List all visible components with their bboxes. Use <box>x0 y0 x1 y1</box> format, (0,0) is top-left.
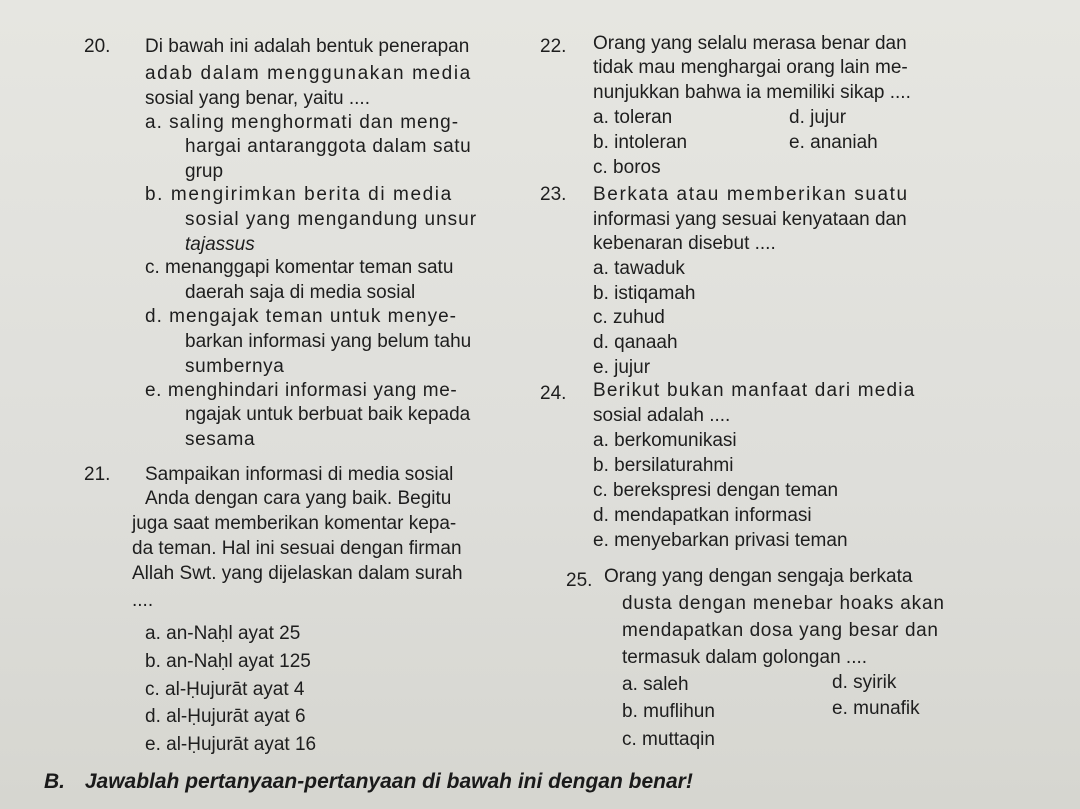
q24-option-d: d. mendapatkan informasi <box>593 505 812 526</box>
q20-option-a-1: a. saling menghormati dan meng- <box>145 112 460 133</box>
q20-option-a-2: hargai antaranggota dalam satu <box>185 136 472 157</box>
q23-option-b: b. istiqamah <box>593 283 696 304</box>
q23-option-e: e. jujur <box>593 357 651 378</box>
q20-option-b-1: b. mengirimkan berita di media <box>145 184 453 205</box>
q21-option-a: a. an-Naḥl ayat 25 <box>145 623 301 644</box>
q24-option-e: e. menyebarkan privasi teman <box>593 530 848 551</box>
q20-option-c-1: c. menanggapi komentar teman satu <box>145 257 454 278</box>
q21-stem-1: Sampaikan informasi di media sosial <box>145 464 454 485</box>
q25-number: 25. <box>566 570 593 591</box>
q22-option-a: a. toleran <box>593 107 673 128</box>
q20-option-c-2: daerah saja di media sosial <box>185 282 416 303</box>
q25-option-e: e. munafik <box>832 698 920 719</box>
q22-option-e: e. ananiah <box>789 132 878 153</box>
q20-option-b-3: tajassus <box>185 234 255 255</box>
q25-option-d: d. syirik <box>832 672 897 693</box>
q21-stem-2: Anda dengan cara yang baik. Begitu <box>145 488 452 509</box>
q24-stem-2: sosial adalah .... <box>593 405 731 426</box>
q22-option-d: d. jujur <box>789 107 847 128</box>
q20-stem-1: Di bawah ini adalah bentuk penerapan <box>145 36 470 57</box>
q25-stem-3: mendapatkan dosa yang besar dan <box>622 620 939 641</box>
q20-stem-3: sosial yang benar, yaitu .... <box>145 88 370 109</box>
q22-stem-3: nunjukkan bahwa ia memiliki sikap .... <box>593 82 911 103</box>
q20-option-e-3: sesama <box>185 429 256 450</box>
q20-option-d-2: barkan informasi yang belum tahu <box>185 331 472 352</box>
q22-option-b: b. intoleran <box>593 132 688 153</box>
q21-stem-4: da teman. Hal ini sesuai dengan firman <box>132 538 462 559</box>
q23-stem-2: informasi yang sesuai kenyataan dan <box>593 209 907 230</box>
q21-stem-6: .... <box>132 590 154 611</box>
q22-stem-1: Orang yang selalu merasa benar dan <box>593 33 907 54</box>
q23-number: 23. <box>540 184 567 205</box>
q25-stem-4: termasuk dalam golongan .... <box>622 647 868 668</box>
q20-option-a-3: grup <box>185 161 224 182</box>
q20-option-d-3: sumbernya <box>185 356 285 377</box>
q22-option-c: c. boros <box>593 157 661 178</box>
q21-stem-5: Allah Swt. yang dijelaskan dalam surah <box>132 563 463 584</box>
q20-stem-2: adab dalam menggunakan media <box>145 63 472 84</box>
q25-option-a: a. saleh <box>622 674 689 695</box>
q25-stem-2: dusta dengan menebar hoaks akan <box>622 593 945 614</box>
section-b-heading <box>44 770 693 794</box>
q21-stem-3: juga saat memberikan komentar kepa- <box>132 513 457 534</box>
q23-stem-3: kebenaran disebut .... <box>593 233 776 254</box>
section-b-letter: B. <box>44 770 65 793</box>
q22-number: 22. <box>540 36 567 57</box>
q20-option-e-1: e. menghindari informasi yang me- <box>145 380 458 401</box>
q21-option-c: c. al-Ḥujurāt ayat 4 <box>145 679 305 700</box>
q23-option-c: c. zuhud <box>593 307 665 328</box>
q25-option-b: b. muflihun <box>622 701 715 722</box>
q24-option-a: a. berkomunikasi <box>593 430 737 451</box>
q24-option-b: b. bersilaturahmi <box>593 455 734 476</box>
q24-stem-1: Berikut bukan manfaat dari media <box>593 380 916 401</box>
section-b-instruction: Jawablah pertanyaan-pertanyaan di bawah ini dengan benar! <box>84 770 693 793</box>
q21-option-d: d. al-Ḥujurāt ayat 6 <box>145 706 306 727</box>
q22-stem-2: tidak mau menghargai orang lain me- <box>593 57 908 78</box>
q20-number: 20. <box>84 36 111 57</box>
q23-option-d: d. qanaah <box>593 332 678 353</box>
q24-number: 24. <box>540 383 567 404</box>
q25-option-c: c. muttaqin <box>622 729 715 750</box>
q21-option-e: e. al-Ḥujurāt ayat 16 <box>145 734 317 755</box>
q21-option-b: b. an-Naḥl ayat 125 <box>145 651 311 672</box>
q20-option-e-2: ngajak untuk berbuat baik kepada <box>185 404 471 425</box>
q23-option-a: a. tawaduk <box>593 258 685 279</box>
q20-option-b-2: sosial yang mengandung unsur <box>185 209 478 230</box>
q24-option-c: c. berekspresi dengan teman <box>593 480 839 501</box>
q25-stem-1: Orang yang dengan sengaja berkata <box>604 566 913 587</box>
q20-option-d-1: d. mengajak teman untuk menye- <box>145 306 457 327</box>
q23-stem-1: Berkata atau memberikan suatu <box>593 184 909 205</box>
q21-number: 21. <box>84 464 111 485</box>
